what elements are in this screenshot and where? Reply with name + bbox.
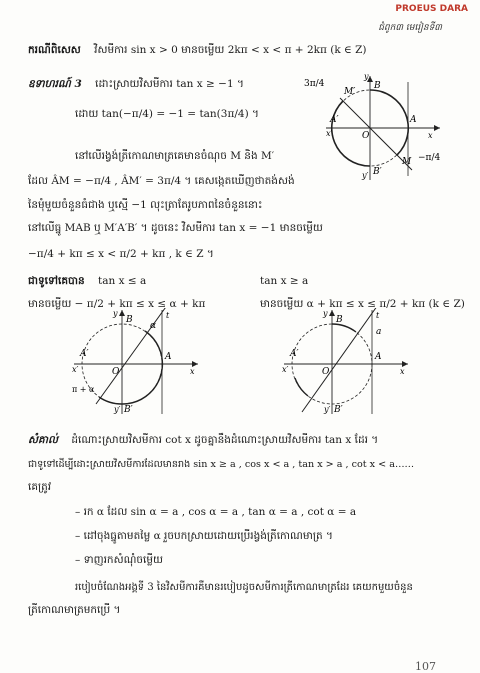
fig-left-t: t	[166, 311, 170, 320]
fig-top-frac-neg-pi4: −π/4	[418, 153, 441, 163]
fig-top-B-prime: B′	[373, 167, 382, 177]
special-case-title: ករណីពិសេស	[28, 44, 81, 56]
fig-right-A-prime: A′	[290, 349, 299, 359]
example-statement: ដោះស្រាយវិសមីការ tan x ≥ −1 ។	[95, 78, 244, 90]
fig-right-x-prime: x′	[282, 365, 289, 374]
fig-right-a: a	[376, 327, 382, 337]
general-left-solution: មានចម្លើយ − π/2 + kπ ≤ x ≤ α + kπ	[28, 298, 206, 310]
special-case-text: វិសមីការ sin x > 0 មានចម្លើយ 2kπ < x < π + 2kπ (k ∈ Z)	[94, 44, 367, 56]
remark-bullet-1: – រក α ដែល sin α = a , cos α = a , tan α = a , cot α = a	[75, 506, 357, 518]
fig-right-A: A	[375, 352, 382, 362]
example-para-3: នៃមុំមួយចំនួនធំជាង ឬស្មើ −1 លុះត្រាតែរូបភាពនៃចំនួននោះ	[28, 199, 263, 211]
fig-right-x: x	[400, 367, 405, 376]
fig-top-y: y	[364, 72, 369, 81]
fig-left-y-prime: y′	[114, 405, 121, 414]
fig-right-t: t	[376, 311, 380, 320]
fig-left-B: B	[126, 315, 133, 325]
example-solve-line: ដោយ tan(−π/4) = −1 = tan(3π/4) ។	[75, 108, 259, 120]
example-title: ឧទាហរណ៍ 3	[28, 78, 82, 90]
fig-left-x: x	[190, 367, 195, 376]
remark-closing-2: ត្រីកោណមាត្រមកប្រើ ។	[28, 604, 121, 616]
remark-bullet-2: – ដៅចុងធ្នូតាមតម្លៃ α រួចបកស្រាយដោយប្រើរង្វង់ត្រីកោណមាត្រ ។	[75, 530, 333, 542]
fig-top-frac-3pi4: 3π/4	[304, 79, 325, 89]
unit-circle-figure-right	[276, 308, 416, 416]
special-case-line	[28, 44, 367, 59]
example-para-1: នៅលើរង្វង់ត្រីកោណមាត្រគេមានចំណុច M និង M′	[75, 150, 275, 162]
fig-top-x: x	[428, 131, 433, 140]
fig-left-pi-plus-alpha: π + α	[72, 385, 95, 394]
fig-top-x-prime: x′	[326, 129, 333, 138]
brand-header: PROEUS DARA	[395, 4, 468, 14]
remark-closing-1: របៀបចំណែងអង្គទី 3 នៃវិសមីការគឺមានរបៀបដូចសមីការត្រីកោណមាត្រដែរ គេយកមួយចំនួន	[75, 582, 413, 593]
remark-text-1: ដំណោះស្រាយវិសមីការ cot x ដូចគ្នានឹងដំណោះស្រាយវិសមីការ tan x ដែរ ។	[71, 434, 379, 446]
unit-circle-figure-top	[300, 72, 468, 184]
fig-top-A: A	[410, 115, 417, 125]
fig-left-alpha: α	[150, 321, 157, 331]
fig-left-O: O	[112, 367, 120, 377]
fig-top-B: B	[374, 81, 381, 91]
fig-top-M: M	[402, 157, 412, 167]
example-para-4: នៅលើធ្នូ MAB ឬ M′A′B′ ។ ដូចនេះ វិសមីការ tan x = −1 មានចម្លើយ	[28, 222, 323, 234]
remark-title: សំគាល់	[28, 434, 58, 446]
fig-left-x-prime: x′	[72, 365, 79, 374]
general-left-ineq: tan x ≤ a	[98, 275, 147, 287]
fig-right-y: y	[323, 309, 328, 318]
fig-right-B: B	[336, 315, 343, 325]
fig-left-B-prime: B′	[124, 405, 133, 415]
remark-line-2: ជាទូទៅដើម្បីដោះស្រាយវិសមីការដែលមានរាង sin x ≥ a , cos x < a , tan x > a , cot x < a……	[28, 459, 415, 470]
fig-left-A: A	[165, 352, 172, 362]
unit-circle-figure-left	[66, 308, 206, 416]
example-para-5: −π/4 + kπ ≤ x < π/2 + kπ , k ∈ Z ។	[28, 248, 214, 260]
remark-line-1	[28, 434, 378, 449]
remark-line-3: គេត្រូវ	[28, 481, 52, 493]
remark-bullet-3: – ទាញរកសំណុំចម្លើយ	[75, 554, 164, 566]
fig-left-y: y	[113, 309, 118, 318]
fig-right-y-prime: y′	[324, 405, 331, 414]
fig-right-B-prime: B′	[334, 405, 343, 415]
fig-top-A-prime: A′	[330, 115, 339, 125]
example-heading	[28, 78, 244, 93]
page-number: 107	[415, 660, 436, 673]
fig-top-O: O	[362, 131, 370, 141]
fig-left-A-prime: A′	[80, 349, 89, 359]
fig-right-O: O	[322, 367, 330, 377]
fig-top-M-prime: M′	[344, 87, 356, 97]
general-right-ineq: tan x ≥ a	[260, 275, 309, 287]
general-right-solution: មានចម្លើយ α + kπ ≤ x ≤ π/2 + kπ (k ∈ Z)	[260, 298, 465, 310]
general-heading-line	[28, 275, 146, 290]
general-title: ជាទូទៅគេបាន	[28, 275, 85, 287]
example-para-2: ដែល ÂM = −π/4 , ÂM′ = 3π/4 ។ គេសង្កេតឃើញថាតង់សង់	[28, 175, 295, 187]
fig-top-y-prime: y′	[362, 171, 369, 180]
chapter-label: ជំពូក៣ មេរៀនទី៣	[378, 23, 442, 33]
